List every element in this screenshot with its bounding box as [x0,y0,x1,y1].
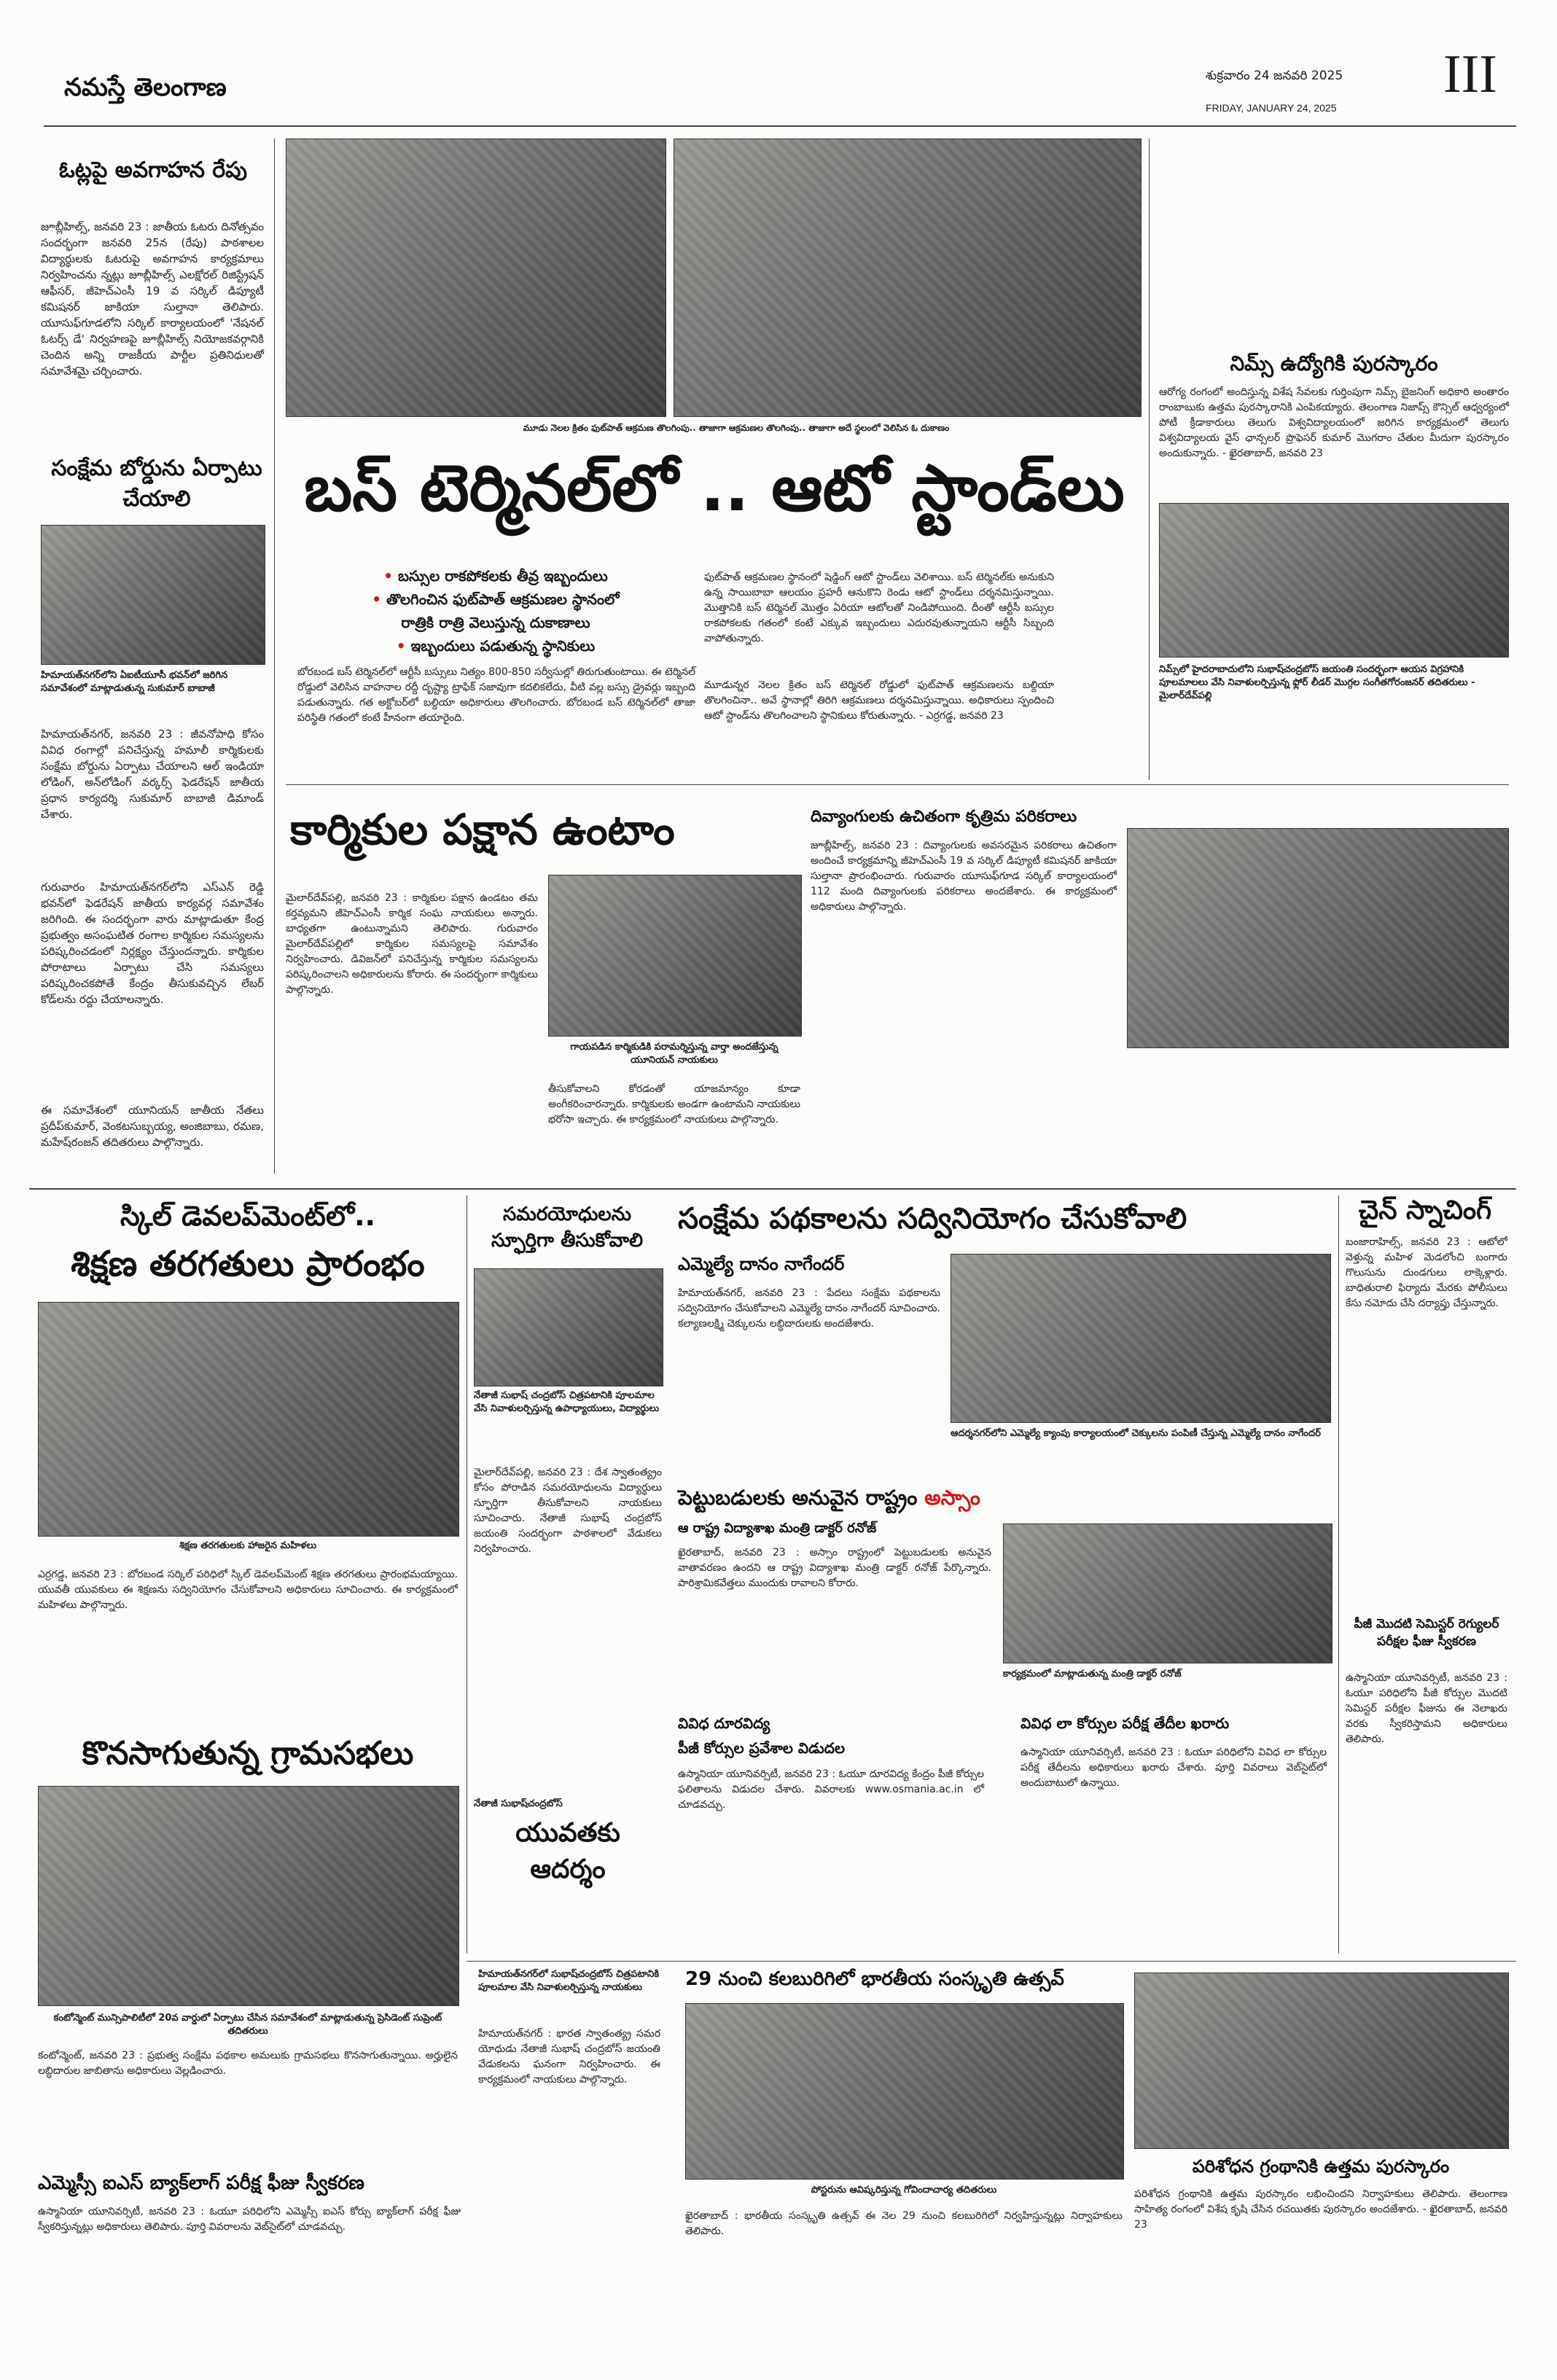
invest-headline-1: పెట్టుబడులకు అనువైన రాష్ట్రం [678,1486,925,1510]
date-telugu: శుక్రవారం 24 జనవరి 2025 [1206,69,1343,83]
welfare-photo [951,1254,1331,1423]
pg-article: ఉస్మానియా యూనివర్సిటీ, జనవరి 23 : ఓయూ పరిధిలోని పీజీ కోర్సుల మొదటి సెమిస్టర్ పరీక్షల ఫీజును ఈ నెలాఖరు వరకు స్వీకరిస్తామని అధికారులు తెలిపారు. [1346,1672,1507,1745]
vividha-article: ఉస్మానియా యూనివర్సిటీ, జనవరి 23 : ఓయూ దూరవిద్య కేంద్రం పీజీ కోర్సుల ఫలితాలను విడుదల చేశారు. వివరాలకు www.osmania.ac.in లో చూడవచ్చు. [678,1768,984,1811]
left-article-2: హిమాయత్‌నగర్, జనవరి 23 : జీవనోపాధి కోసం వివిధ రంగాల్లో పనిచేస్తున్న హమాలీ కార్మికులకు సంక్షేమ బోర్డును ఏర్పాటు చేయాలని ఆల్ ఇండియా లోడింగ్, అన్‌లోడింగ్ వర్కర్స్ ఫెడరేషన్ జాతీయ ప్రధాన కార్యదర్శి సుకుమార్ బాబాజీ డిమాండ్ చేశారు. [41,727,264,821]
skill-headline-2: శిక్షణ తరగతులు ప్రారంభం [71,1244,425,1284]
law-headline: వివిధ లా కోర్సుల పరీక్ష తేదీల ఖరారు [1021,1714,1230,1732]
samara-caption: నేతాజీ సుభాష్ చంద్రబోస్ చిత్రపటానికి పూలమాల వేసి నివాళులర్పిస్తున్న ఉపాధ్యాయులు, విద్యార్థులు [474,1390,660,1414]
top-bullets: • బస్సుల రాకపోకలకు తీవ్ర ఇబ్బందులు • తొలగించిన ఫుట్‌పాత్ ఆక్రమణల స్థానంలో రాత్రికి రాత్రి వెలుస్తున్న దుకాణాలు • ఇబ్బందులు పడుతున్న స్థానికులు [306,564,685,658]
top-photo-2 [674,138,1142,417]
utsav-caption: పోస్టరును ఆవిష్కరిస్తున్న గోవిందాచార్య తదితరులు [811,2185,997,2196]
library-photo [1134,1973,1509,2149]
welfare-caption: ఆదర్శనగర్‌లోని ఎమ్మెల్యే క్యాంపు కార్యాలయంలో చెక్కులను పంపిణీ చేస్తున్న ఎమ్మెల్యే దానం నాగేందర్ [951,1428,1321,1439]
skill-photo [38,1302,459,1537]
workers-headline: కార్మికుల పక్షాన ఉంటాం [290,805,675,854]
left-caption-2: హిమాయత్‌నగర్‌లోని ఏఐటీయూసీ భవన్‌లో జరిగిన సమావేశంలో మాట్లాడుతున్న సుకుమార్ బాబాజీ [41,670,228,694]
page-number: III [1443,44,1497,104]
left-headline-1: ఓట్లపై అవగాహన రేపు [58,157,248,183]
skill-headline-1: స్కిల్ డెవలప్‌మెంట్‌లో.. [120,1200,375,1232]
samara-headline: సమరయోధులను స్ఫూర్తిగా తీసుకోవాలి [491,1203,644,1252]
skill-article: ఎర్రగడ్డ, జనవరి 23 : బోరబండ సర్కిల్ పరిధిలో స్కిల్ డెవలప్‌మెంట్ శిక్షణ తరగతులు ప్రారంభమయ్యాయి. యువతీ యువకులు ఈ శిక్షణను సద్వినియోగం చేసుకోవాలని అధికారులు సూచించారు. ఈ కార్యక్రమంలో మహిళలు పాల్గొన్నారు. [38,1569,458,1611]
bullet-3: ఇబ్బందులు పడుతున్న స్థానికులు [410,637,596,655]
workers-caption: గాయపడిన కార్మికుడికి పరామర్శిస్తున్న వార్తా అందజేస్తున్న యూనియన్ నాయకులు [570,1042,778,1066]
pg-headline: పీజీ మొదటి సెమిస్టర్ రెగ్యులర్ పరీక్షల ఫీజు స్వీకరణ [1354,1617,1499,1649]
top-photo-1 [286,138,666,417]
library-headline: పరిశోధన గ్రంథానికి ఉత్తమ పురస్కారం [1192,2156,1450,2177]
samara-headline-3: యువతకు ఆదర్శం [515,1818,620,1884]
vividha-headline: వివిధ దూరవిద్య [678,1714,770,1732]
mba-headline: ఎమ్మెస్సీ ఐఎస్ బ్యాక్‌లాగ్ పరీక్ష ఫీజు స్వీకరణ [38,2172,364,2194]
library-article: పరిశోధన గ్రంథానికి ఉత్తమ పురస్కారం లభించిందని నిర్వాహకులు తెలిపారు. తెలంగాణ సాహిత్య రంగంలో విశేష కృషి చేసిన రచయితకు పురస్కారం అందజేశారు. - ఖైరతాబాద్, జనవరి 23 [1134,2188,1507,2231]
konasa-headline: కొనసాగుతున్న గ్రామసభలు [82,1735,414,1772]
paper-name: నమస్తే తెలంగాణ [64,73,227,102]
top-kicker: మూడు నెలల క్రితం ఫుట్‌పాత్ ఆక్రమణ తొలగింపు.. తాజాగా ఆక్రమణల తొలగింపు.. తాజాగా అదే స్థలంలో వెలిసిన ఓ దుకాణం [523,423,950,433]
bullet-2: తొలగించిన ఫుట్‌పాత్ ఆక్రమణల స్థానంలో [386,590,620,608]
bullet-1: బస్సుల రాకపోకలకు తీవ్ర ఇబ్బందులు [397,567,608,585]
konasa-photo [38,1786,459,2006]
welfare-subhead: ఎమ్మెల్యే దానం నాగేందర్ [678,1254,845,1274]
skill-caption: శిక్షణ తరగతులకు హాజరైన మహిళలు [179,1540,316,1551]
left-photo [41,525,265,665]
invest-headline-2: అస్సాం [924,1486,980,1510]
top-article-2: ఫుట్‌పాత్ ఆక్రమణల స్థానంలో షెడ్డింగ్ ఆటో స్టాండ్‌లు వెలిశాయి. బస్ టెర్మినల్‌కు అనుకుని ఉన్న సాయిబాబా ఆలయం ప్రహరీ ఆనుకొని రెండు ఆటో స్టాండ్‌లు దర్శనమిస్తున్నాయి. మొత్తానికి బస్ టెర్మినల్ మొత్తం ఏరియా ఆటోలతో నిండిపోయింది. దీంతో ఆర్టీసీ బస్సుల రాకపోకలకు గతంలో కంటే ఎక్కువ ఇబ్బందులు ఎదురవుతున్నాయని ఆర్టీసీ సిబ్బంది వాపోతున్నారు. [704,571,1054,644]
left-headline-2: సంక్షేమ బోర్డును ఏర్పాటు చేయాలి [51,456,262,512]
right-photo [1159,503,1509,658]
left-article-4: ఈ సమావేశంలో యూనియన్ జాతీయ నేతలు ప్రదీప్‌కుమార్, వెంకటసుబ్బయ్య, అంజిబాబు, రమణ, మహేష్‌రంజన్ తదితరులు పాల్గొన్నారు. [41,1104,264,1149]
invest-subhead: ఆ రాష్ట్ర విద్యాశాఖ మంత్రి డాక్టర్ రనోజ్ [678,1521,877,1536]
divyang-article: జూబ్లీహిల్స్, జనవరి 23 : దివ్యాంగులకు అవసరమైన పరికరాలు ఉచితంగా అందించే కార్యక్రమాన్ని జీహెచ్ఎంసీ 19 వ సర్కిల్ డిప్యూటీ కమిషనర్ జాకియా సుల్తానా ప్రారంభించారు. గురువారం యూసుఫ్‌గూడ సర్కిల్ కార్యాలయంలో 112 మంది దివ్యాంగులకు పరికరాలు అందజేశారు. ఈ కార్యక్రమంలో అధికారులు పాల్గొన్నారు. [811,840,1117,913]
welfare-article: హిమాయత్‌నగర్, జనవరి 23 : పేదలు సంక్షేమ పథకాలను సద్వినియోగం చేసుకోవాలని ఎమ్మెల్యే దానం నాగేందర్ సూచించారు. కల్యాణలక్ష్మి చెక్కులను లబ్ధిదారులకు అందజేశారు. [678,1287,940,1330]
bullet-2b: రాత్రికి రాత్రి వెలుస్తున్న దుకాణాలు [401,614,590,631]
utsav-headline: 29 నుంచి కలబురిగిలో భారతీయ సంస్కృతి ఉత్సవ్ [685,1968,1064,1990]
workers-article-2: తీసుకోవాలని కోరడంతో యాజమాన్యం కూడా అంగీకరించారన్నారు. కార్మికులకు అండగా ఉంటామని నాయకులు భరోసా ఇచ్చారు. ఈ కార్యక్రమంలో నాయకులు పాల్గొన్నారు. [548,1083,800,1125]
top-headline: బస్ టెర్మినల్‌లో .. ఆటో స్టాండ్‌లు [304,450,1125,526]
divyang-headline: దివ్యాంగులకు ఉచితంగా కృత్రిమ పరికరాలు [811,808,1077,826]
law-article: ఉస్మానియా యూనివర్సిటీ, జనవరి 23 : ఓయూ పరిధిలోని వివిధ లా కోర్సుల పరీక్ష తేదీలను అధికారులు ఖరారు చేశారు. పూర్తి వివరాలు వెబ్‌సైట్‌లో అందుబాటులో ఉన్నాయి. [1021,1747,1327,1789]
samara-article: మైలార్‌దేవ్‌పల్లి, జనవరి 23 : దేశ స్వాతంత్య్రం కోసం పోరాడిన సమరయోధులను విద్యార్థులు స్ఫూర్తిగా తీసుకోవాలని నాయకులు సూచించారు. నేతాజీ సుభాష్ చంద్రబోస్ జయంతి సందర్భంగా పాఠశాలలో వేడుకలు నిర్వహించారు. [474,1467,662,1555]
invest-article: ఖైరతాబాద్, జనవరి 23 : అస్సాం రాష్ట్రంలో పెట్టుబడులకు అనువైన వాతావరణం ఉందని ఆ రాష్ట్ర విద్యాశాఖ మంత్రి డాక్టర్ రనోజ్ పేర్కొన్నారు. పారిశ్రామికవేత్తలు ముందుకు రావాలని కోరారు. [678,1547,991,1589]
left-article-1: జూబ్లీహిల్స్, జనవరి 23 : జాతీయ ఓటరు దినోత్సవం సందర్భంగా జనవరి 25న (రేపు) పాఠశాలల విద్యార్థులకు ఓటరుపై అవగాహన కార్యక్రమాలు నిర్వహించను న్నట్లు జూబ్లీహిల్స్ ఎలక్షోరల్ రిజిస్ట్రేషన్ ఆఫీసర్, జీహెచ్ఎంసీ 19 వ సర్కిల్ డిప్యూటీ కమిషనర్ జాకియా సుల్తానా తెలిపారు. యూసుఫ్‌గూడలోని సర్కిల్ కార్యాలయంలో 'నేషనల్ ఓటర్స్ డే' నిర్వహణపై జూబ్లీహిల్స్ నియోజకవర్గానికి చెందిన అన్ని రాజకీయ పార్టీల ప్రతినిధులతో సమావేశమై చర్చించారు. [41,220,264,378]
invest-photo [1003,1523,1332,1663]
utsav-photo [685,2003,1124,2180]
netaji-caption: హిమాయత్‌నగర్‌లో సుభాష్‌చంద్రబోస్ చిత్రపటానికి పూలమాల వేసి నివాళులర్పిస్తున్న నాయకులు [478,1969,660,1993]
chain-article: బంజారాహిల్స్, జనవరి 23 : ఆటోలో వెళ్తున్న మహిళ మెడలోంచి బంగారు గొలుసును దుండగులు లాక్కెళ్లారు. బాధితురాలి ఫిర్యాదు మేరకు పోలీసులు కేసు నమోదు చేసి దర్యాప్తు చేస్తున్నారు. [1346,1236,1507,1309]
invest-headline [678,1486,1334,1515]
workers-photo [548,875,802,1037]
invest-caption: కార్యక్రమంలో మాట్లాడుతున్న మంత్రి డాక్టర్ రనోజ్ [1003,1669,1182,1679]
vividha-subhead: పీజీ కోర్సుల ప్రవేశాల విడుదల [678,1739,846,1757]
samara-photo [474,1268,663,1386]
mba-article: ఉస్మానియా యూనివర్సిటీ, జనవరి 23 : ఓయూ పరిధిలోని ఎమ్మెస్సీ ఐఎస్ కోర్సు బ్యాక్‌లాగ్ పరీక్ష ఫీజు స్వీకరిస్తున్నట్లు అధికారులు తెలిపారు. పూర్తి వివరాలను వెబ్‌సైట్‌లో చూడవచ్చు. [38,2206,461,2233]
right-headline-1: నిమ్స్ ఉద్యోగికి పురస్కారం [1230,351,1438,375]
chain-headline: చైన్ స్నాచింగ్ [1358,1195,1492,1225]
workers-article: మైలార్‌దేవ్‌పల్లి, జనవరి 23 : కార్మికుల పక్షాన ఉండటం తమ కర్తవ్యమని జీహెచ్ఎంసీ కార్మిక సంఘ నాయకులు అన్నారు. బాధ్యతగా ఉంటున్నామని తెలిపారు. గురువారం మైలార్‌దేవ్‌పల్లిలో కార్మికుల సమస్యలపై సమావేశం నిర్వహించారు. డివిజన్‌లో పనిచేస్తున్న కార్మికుల సమస్యలను పరిష్కరించాలని అధికారులను కోరారు. ఈ సందర్భంగా కార్మికులు పాల్గొన్నారు. [286,892,538,996]
welfare-headline: సంక్షేమ పథకాలను సద్వినియోగం చేసుకోవాలి [678,1202,1187,1236]
top-article-3: మూడున్నర నెలల క్రితం బస్ టెర్మినల్ రోడ్డులో ఫుట్‌పాత్ ఆక్రమణలను బల్దియా తొలగించినా.. అవే స్థానాల్లో తిరిగి ఆక్రమణలు దర్శనమిస్తున్నాయి. అధికారులు స్పందించి ఆటో స్టాండ్‌ను తొలగించాలని స్థానికులు కోరుతున్నారు. - ఎర్రగడ్డ, జనవరి 23 [704,679,1054,722]
right-article-1: ఆరోగ్య రంగంలో అందిస్తున్న విశేష సేవలకు గుర్తింపుగా నిమ్స్ బైజనింగ్ అధికారి అంతారం రాంబాబుకు ఉత్తమ పురస్కారానికి ఎంపికయ్యారు. తెలంగాణ నిజాప్స్ కౌన్సిల్ ఆధ్వర్యంలో పోటీ క్రీడాకారులు తెలుగు విశ్వవిద్యాలయంలో జరిగిన కార్యక్రమంలో తెలుగు విశ్వవిద్యాలయ వైస్ ఛాన్సలర్ ప్రొఫెసర్ కుమార్ మొగరాం చేతుల మీదుగా పురస్కారం అందుకున్నారు. - ఖైరతాబాద్, జనవరి 23 [1159,386,1509,459]
right-caption: నిమ్స్‌లో హైదరాబాదులోని సుభాష్‌చంద్రబోస్ జయంతి సందర్భంగా ఆయన విగ్రహానికి పూలమాలలు వేసి నివాళులర్పిస్తున్న ఫ్లోర్ లీడర్ మొగ్గల సంగీతగోరంజనర్ తదితరులు - మైలార్‌దేవ్‌పల్లి [1159,664,1475,701]
konasa-article: కంటోన్మెంట్, జనవరి 23 : ప్రభుత్వ సంక్షేమ పథకాల అమలుకు గ్రామసభలు కొనసాగుతున్నాయి. అర్హులైన లబ్ధిదారుల జాబితాను అధికారులు వెల్లడించారు. [38,2050,458,2077]
top-article-1: బోరబండ బస్ టెర్మినల్‌లో ఆర్టీసీ బస్సులు నిత్యం 800-850 సర్వీసుల్లో తిరుగుతుంటాయి. ఈ టెర్మినల్ రోడ్డులో వెలిసిన వాహనాల రద్దీ దృష్ట్యా ట్రాఫిక్ సజావుగా కదలికలేదు, వీటి వల్ల బస్సు డ్రైవర్లు ఇబ్బంది పడుతున్నారు. గత అక్టోబర్‌లో బల్దియా అధికారులు తొలగించారు. బోరబండ బస్ టెర్మినల్‌లో తాజా పరిస్థితి గతంలో కంటే హీనంగా తయారైంది. [297,666,695,724]
netaji-article: హిమాయత్‌నగర్ : భారత స్వాతంత్య్ర సమర యోధుడు నేతాజీ సుభాష్ చంద్రబోస్ జయంతి వేడుకలను ఘనంగా నిర్వహించారు. ఈ కార్యక్రమంలో నాయకులు పాల్గొన్నారు. [478,2028,660,2086]
samara-headline-2: నేతాజీ సుభాష్‌చంద్రబోస్ [474,1798,563,1809]
divyang-photo [1127,828,1509,1048]
utsav-article: ఖైరతాబాద్ : భారతీయ సంస్కృతి ఉత్సవ్ ఈ నెల 29 నుంచి కలబురిగిలో నిర్వహిస్తున్నట్లు నిర్వాహకులు తెలిపారు. [685,2210,1123,2237]
konasa-caption: కంటోన్మెంట్ మున్సిపాలిటీలో 20వ వార్డులో ఏర్పాటు చేసిన సమావేశంలో మాట్లాడుతున్న ప్రెసిడెంట్ సుప్రెంట్ తదితరులు [53,2013,442,2037]
date-english: FRIDAY, JANUARY 24, 2025 [1206,102,1337,114]
left-article-3: గురువారం హిమాయత్‌నగర్‌లోని ఎస్ఎన్ రెడ్డి భవన్‌లో ఫెడరేషన్ జాతీయ కార్యవర్గ సమావేశం జరిగింది. ఈ సందర్భంగా వారు మాట్లాడుతూ కేంద్ర ప్రభుత్వం అసంఘటిత రంగాల కార్మికుల సమస్యలను పరిష్కరించడంలో నిర్లక్ష్యం చేస్తుందన్నారు. కార్మికుల పోరాటాలు ఏర్పాటు చేసి సమస్యలు పరిష్కరించకపోతే కేంద్రం తీసుకువచ్చిన లేబర్ కోడ్‌లను రద్దు చేయాలన్నారు. [41,881,264,1006]
